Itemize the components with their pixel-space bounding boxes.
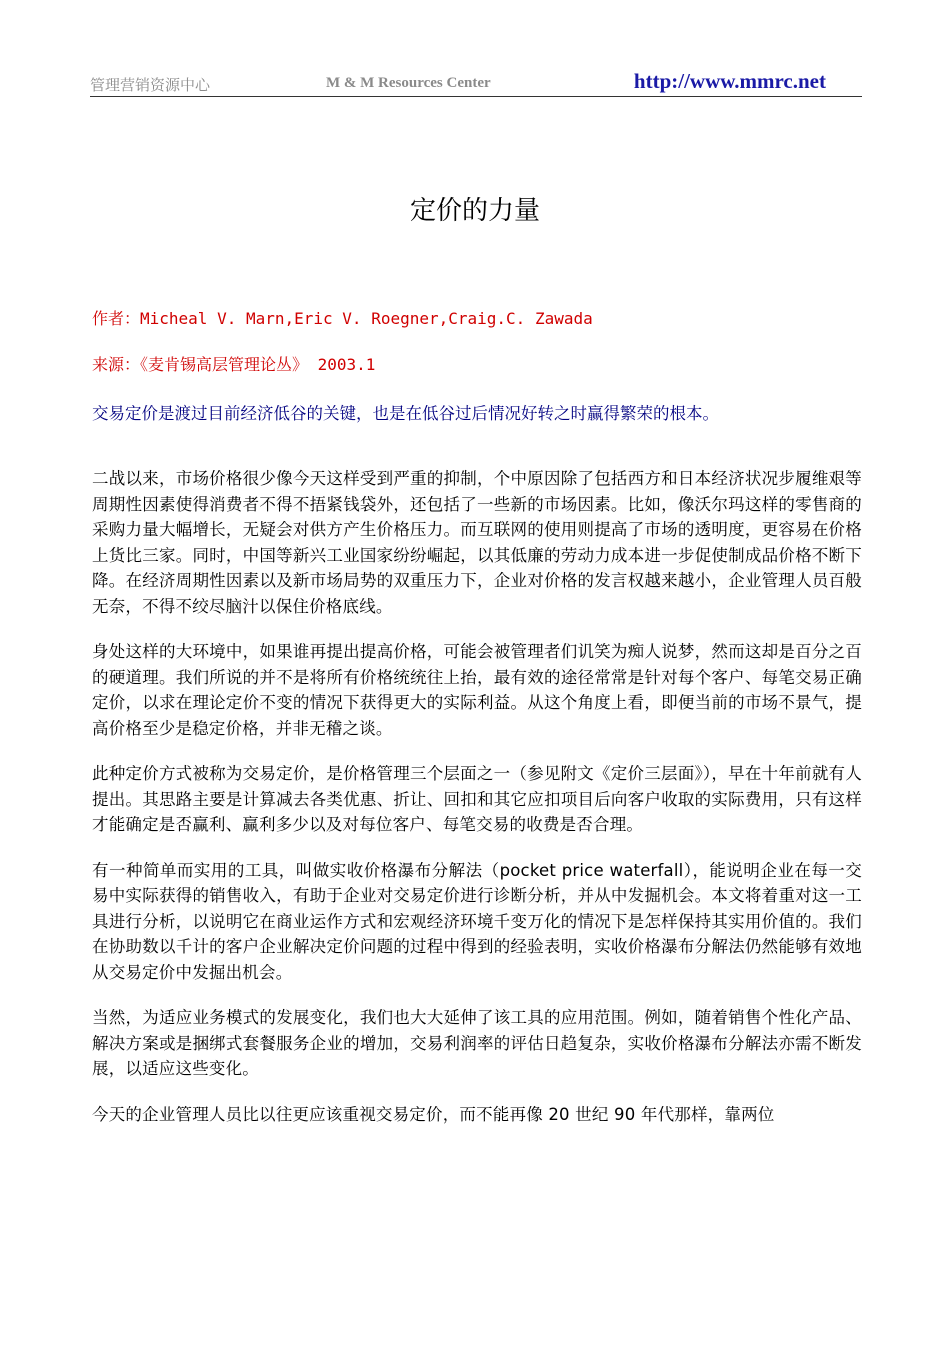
article-lead: 交易定价是渡过目前经济低谷的关键，也是在低谷过后情况好转之时赢得繁荣的根本。 <box>92 404 719 423</box>
body-paragraph: 今天的企业管理人员比以往更应该重视交易定价，而不能再像 20 世纪 90 年代那样，靠两位 <box>92 1104 775 1124</box>
header-site-name: 管理营销资源中心 <box>90 76 211 94</box>
article-body <box>92 466 862 1147</box>
article-title: 定价的力量 <box>409 196 540 226</box>
page-header <box>90 69 862 97</box>
article-author: 作者：Micheal V. Marn,Eric V. Roegner,Craig.C. Zawada <box>92 309 593 328</box>
body-paragraph: 二战以来，市场价格很少像今天这样受到严重的抑制，个中原因除了包括西方和日本经济状况步履维艰等周期性因素使得消费者不得不捂紧钱袋外，还包括了一些新的市场因素。比如，像沃尔玛这样的零售商的采购力量大幅增长，无疑会对供方产生价格压力。而互联网的使用则提高了市场的透明度，更容易在价格上货比三家。同时，中国等新兴工业国家纷纷崛起，以其低廉的劳动力成本进一步促使制成品价格不断下降。在经济周期性因素以及新市场局势的双重压力下，企业对价格的发言权越来越小，企业管理人员百般无奈，不得不绞尽脑汁以保住价格底线。 <box>92 469 862 616</box>
body-paragraph: 当然，为适应业务模式的发展变化，我们也大大延伸了该工具的应用范围。例如，随着销售个性化产品、解决方案或是捆绑式套餐服务企业的增加，交易利润率的评估日趋复杂，实收价格瀑布分解法亦需不断发展，以适应这些变化。 <box>92 1008 862 1078</box>
body-paragraph: 身处这样的大环境中，如果谁再提出提高价格，可能会被管理者们讥笑为痴人说梦，然而这却是百分之百的硬道理。我们所说的并不是将所有价格统统往上抬，最有效的途径常常是针对每个客户、每笔交易正确定价，以求在理论定价不变的情况下获得更大的实际利益。从这个角度上看，即便当前的市场不景气，提高价格至少是稳定价格，并非无稽之谈。 <box>92 642 862 738</box>
header-url-link[interactable]: http://www.mmrc.net <box>633 69 826 93</box>
body-paragraph: 有一种简单而实用的工具，叫做实收价格瀑布分解法（pocket price waterfall），能说明企业在每一交易中实际获得的销售收入，有助于企业对交易定价进行诊断分析，并从中发掘机会。本文将着重对这一工具进行分析，以说明它在商业运作方式和宏观经济环境千变万化的情况下是怎样保持其实用价值的。我们在协助数以千计的客户企业解决定价问题的过程中得到的经验表明，实收价格瀑布分解法仍然能够有效地从交易定价中发掘出机会。 <box>92 860 862 982</box>
article-source: 来源：《麦肯锡高层管理论丛》 2003.1 <box>92 355 376 374</box>
body-paragraph: 此种定价方式被称为交易定价，是价格管理三个层面之一（参见附文《定价三层面》），早在十年前就有人提出。其思路主要是计算减去各类优惠、折让、回扣和其它应扣项目后向客户收取的实际费用，只有这样才能确定是否赢利、赢利多少以及对每位客户、每笔交易的收费是否合理。 <box>92 764 862 834</box>
header-site-name-en: M & M Resources Center <box>326 75 491 91</box>
